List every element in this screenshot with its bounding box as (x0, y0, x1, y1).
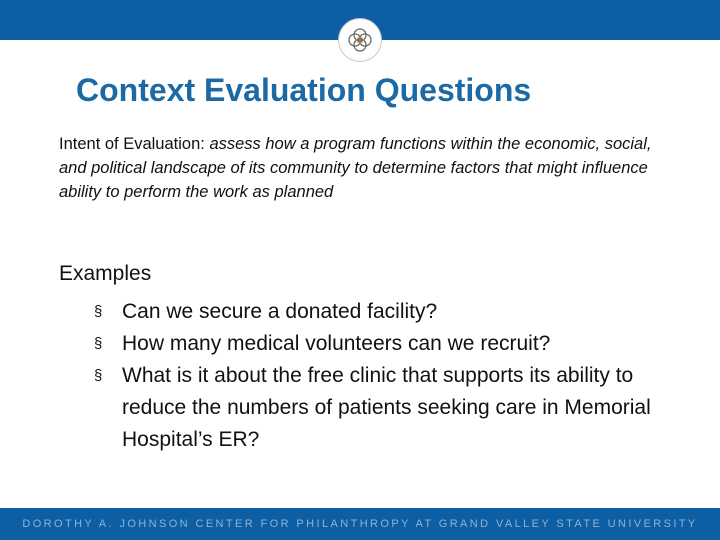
interlocking-rings-logo-icon (339, 19, 381, 61)
intent-separator: : (200, 135, 210, 153)
list-item (94, 296, 654, 328)
bullet-icon: § (94, 367, 103, 384)
list-item-text: Can we secure a donated facility? (122, 300, 438, 323)
intent-body: assess how a program functions within the economic, social, and political landscape of its community to determine factors that might influence ability to perform the work as planned (59, 135, 652, 201)
footer-bar (0, 508, 720, 540)
list-item-text: What is it about the free clinic that supports its ability to reduce the numbers of patients seeking care in Memorial Hospital’s ER? (122, 364, 651, 451)
examples-heading: Examples (59, 262, 152, 285)
intent-lead: Intent of Evaluation (59, 135, 201, 153)
list-item-text: How many medical volunteers can we recruit? (122, 332, 551, 355)
intent-paragraph (59, 132, 669, 204)
bullet-icon: § (94, 303, 103, 320)
list-item (94, 328, 654, 360)
examples-list (94, 296, 654, 456)
bullet-icon: § (94, 335, 103, 352)
list-item (94, 360, 654, 456)
footer-text: DOROTHY A. JOHNSON CENTER FOR PHILANTHROPY AT GRAND VALLEY STATE UNIVERSITY (22, 518, 698, 530)
slide-title: Context Evaluation Questions (76, 72, 532, 108)
